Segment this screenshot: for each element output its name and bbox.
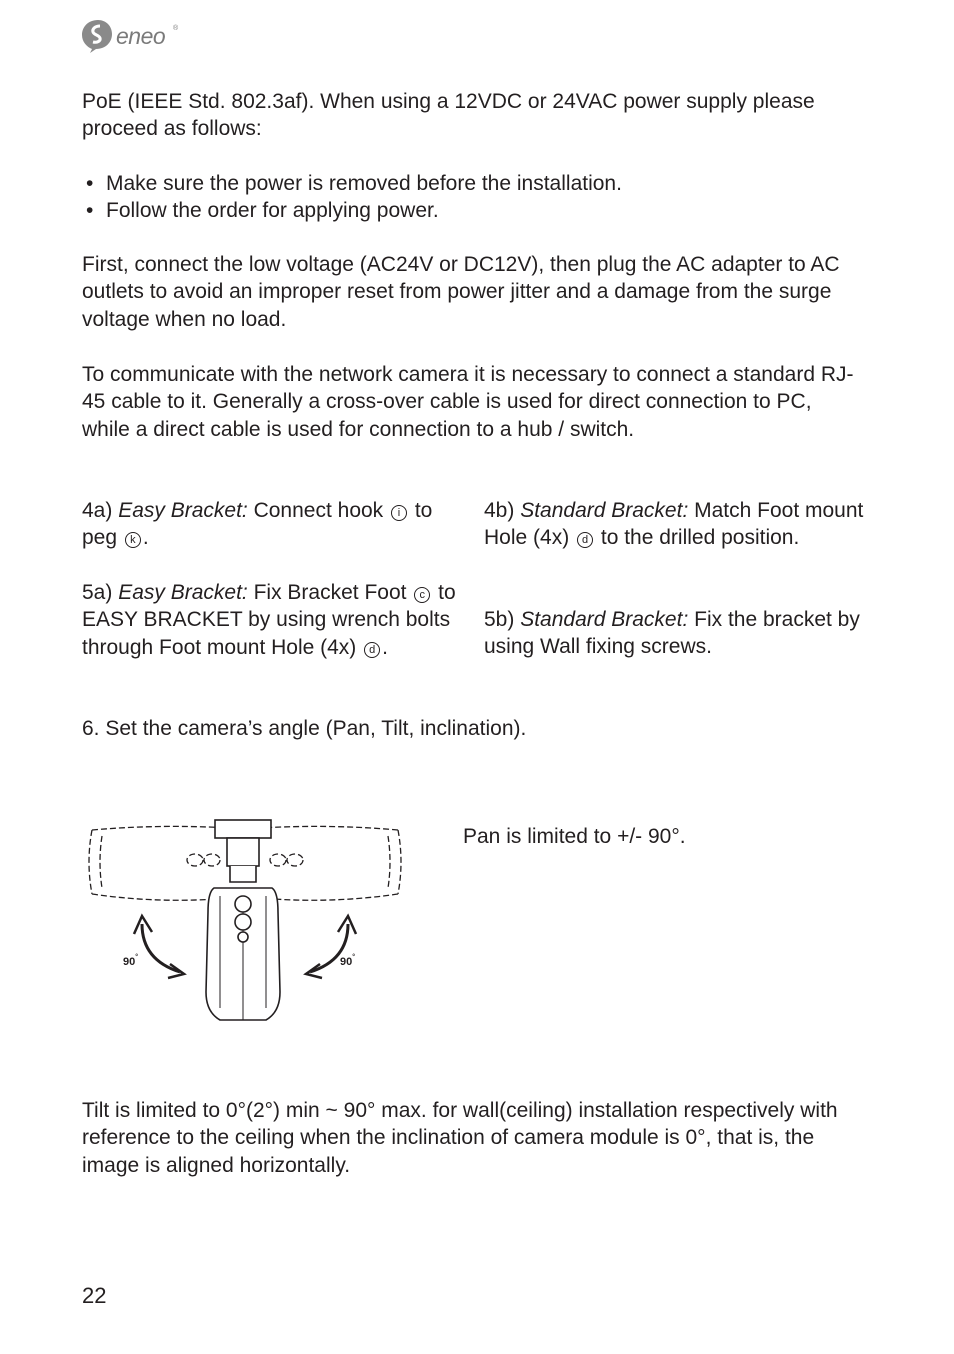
camera-housing <box>206 888 280 1020</box>
step-number: 5b) <box>484 608 521 631</box>
network-paragraph: To communicate with the network camera it is necessary to connect a standard RJ-45 cable to it. Generally a cross-over cable is used for direct connection to PC, while a direct cable is used for connection to a hub / switch. <box>82 363 854 441</box>
callout-marker: k <box>125 532 141 548</box>
power-order-paragraph: First, connect the low voltage (AC24V or DC12V), then plug the AC adapter to AC outlets to avoid an improper reset from power jitter and a damage from the surge voltage when no load. <box>82 253 840 331</box>
dashed-left-housing-outline <box>89 826 230 900</box>
step-text: to peg <box>82 499 433 550</box>
step-text: Fix Bracket Foot <box>247 581 413 604</box>
callout-marker: d <box>364 642 380 658</box>
step-text: to the drilled position. <box>595 526 800 550</box>
step-text: Fix the bracket by using Wall fixing screws. <box>484 608 860 659</box>
page-number: 22 <box>82 1283 107 1308</box>
step-text: . <box>382 635 388 659</box>
step-title: Standard Bracket: <box>520 499 689 522</box>
step-number: 4a) <box>82 499 119 522</box>
power-bullet-list <box>82 170 862 225</box>
step-5a <box>82 579 467 661</box>
step-title: Easy Bracket: <box>118 581 248 604</box>
step-number: 5a) <box>82 581 119 604</box>
logo-registered-mark: ® <box>173 25 179 32</box>
pan-left-arrow <box>134 916 184 978</box>
pan-range-figure <box>80 812 410 1027</box>
step-4b <box>484 497 874 552</box>
bracket-mount <box>215 820 271 882</box>
callout-marker: c <box>414 587 430 603</box>
step-title: Easy Bracket: <box>118 499 248 522</box>
step-6: 6. Set the camera’s angle (Pan, Tilt, inclination). <box>82 717 527 740</box>
callout-marker: d <box>577 532 593 548</box>
dashed-right-housing-outline <box>260 826 401 900</box>
step-5b <box>484 606 874 661</box>
step-text: Connect hook <box>247 499 390 522</box>
eneo-logo-mark-icon <box>80 18 114 54</box>
bullet-item: • Follow the order for applying power. <box>82 197 862 224</box>
step-number: 4b) <box>484 499 521 522</box>
angle-label-right: 90° <box>340 954 356 968</box>
step-text: Match Foot mount Hole (4x) <box>484 499 864 550</box>
angle-label-left: 90° <box>123 954 139 968</box>
bullet-item: • Make sure the power is removed before the installation. <box>82 170 862 197</box>
callout-marker: i <box>391 505 407 521</box>
eneo-logo <box>80 18 190 58</box>
pan-right-arrow <box>306 916 356 978</box>
step-title: Standard Bracket: <box>520 608 689 631</box>
step-text: . <box>142 526 149 550</box>
intro-paragraph: PoE (IEEE Std. 802.3af). When using a 12VDC or 24VAC power supply please proceed as follows: <box>82 90 815 141</box>
step-text: to EASY BRACKET by using wrench bolts through Foot mount Hole (4x) <box>82 581 456 659</box>
pan-limit-text: Pan is limited to +/- 90°. <box>463 825 686 848</box>
logo-wordmark: eneo <box>116 23 166 49</box>
tilt-limit-paragraph: Tilt is limited to 0°(2°) min ~ 90° max. for wall(ceiling) installation respectively with reference to the ceiling when the inclination of camera module is 0°, that is, the image is aligned horizontally. <box>82 1099 838 1177</box>
step-4a <box>82 497 462 552</box>
